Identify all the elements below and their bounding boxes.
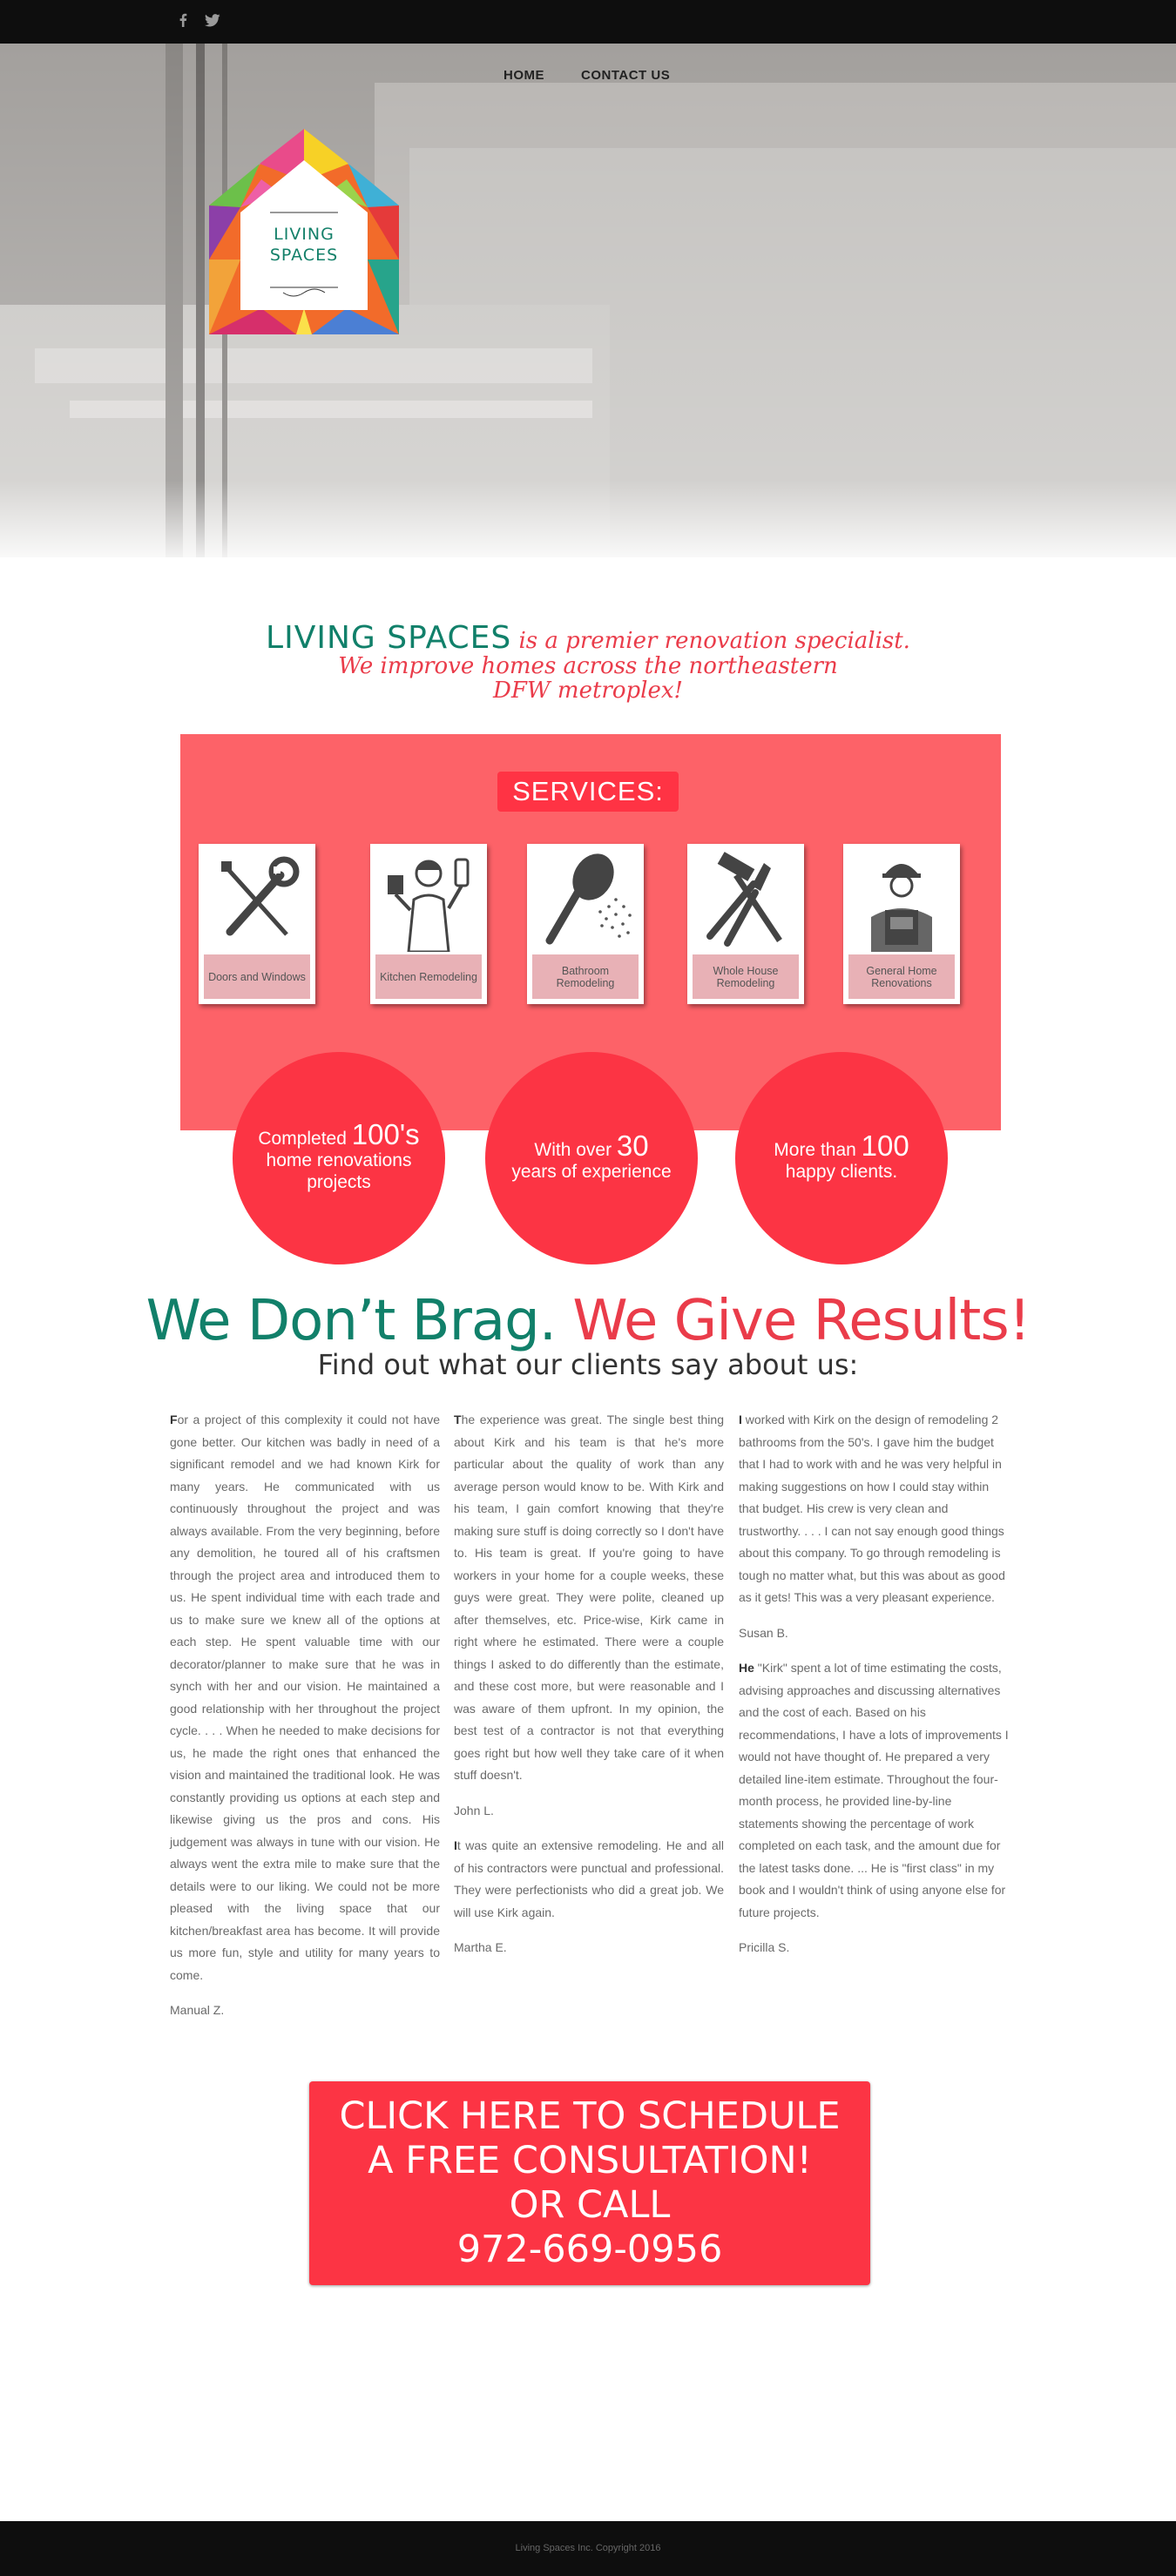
stat-line-1 — [534, 1129, 649, 1162]
twitter-icon[interactable] — [204, 10, 221, 30]
tagline-line-1 — [0, 620, 1176, 656]
schedule-consultation-button[interactable] — [309, 2081, 870, 2285]
nav-home[interactable]: HOME — [504, 68, 544, 83]
results-headline — [0, 1289, 1176, 1353]
facebook-icon[interactable] — [174, 10, 192, 30]
worker-icon — [848, 849, 955, 952]
wrench-screwdriver-icon — [204, 849, 310, 952]
testimonial-author: Susan B. — [739, 1625, 788, 1640]
testimonial-initial: F — [170, 1413, 178, 1426]
services-title: SERVICES: — [497, 772, 679, 812]
testimonials-subhead: Find out what our clients say about us: — [317, 1348, 859, 1381]
testimonial-author: John L. — [454, 1803, 494, 1817]
logo-text-living: LIVING — [274, 225, 335, 244]
stat-line-2: home renovations — [266, 1150, 412, 1170]
stat-post: 's — [399, 1118, 420, 1150]
tagline-line-2: We improve homes across the northeastern — [338, 653, 838, 679]
painter-icon — [375, 849, 482, 952]
footer-copyright: Living Spaces Inc. Copyright 2016 — [515, 2543, 661, 2553]
testimonial-body: worked with Kirk on the design of remodeling 2 bathrooms from the 50's. I gave him the budget that I had to work with and he was very helpful in making suggestions on how I could stay within that budget. His crew is very clean and trustworthy. . . . I can not say enough good things about this company. To go through remodeling is tough no matter what, but this was about as good as it gets! This was a very pleasant experience. — [739, 1413, 1005, 1604]
cta-line-1: CLICK HERE TO SCHEDULE — [339, 2094, 841, 2138]
tagline-brand: LIVING SPACES — [266, 620, 512, 656]
top-bar — [0, 0, 1176, 44]
service-card-bathroom[interactable] — [527, 844, 644, 1004]
service-label: Whole House Remodeling — [693, 954, 799, 999]
stat-line-1 — [774, 1129, 909, 1162]
footer — [0, 2521, 1176, 2576]
testimonial-text — [454, 1835, 724, 1924]
service-label: Doors and Windows — [204, 954, 310, 999]
testimonial-initial: I — [739, 1413, 742, 1426]
testimonial-body: t was quite an extensive remodeling. He and all of his contractors were punctual and professional. They were perfectionists who did a great job. We will use Kirk again. — [454, 1838, 724, 1919]
stat-line-2: years of experience — [511, 1161, 672, 1182]
living-spaces-logo[interactable] — [209, 129, 399, 334]
cta-phone[interactable]: 972-669-0956 — [456, 2228, 723, 2271]
stat-pre: More than — [774, 1139, 862, 1160]
testimonial-body: he experience was great. The single best thing about Kirk and his team is that he's more particular about the quality of work than any average person would know to be. With Kirk and his team, I gain comfort knowing that they're making sure stuff is doing correctly so I don't have to. His team is great. If you're going to have workers in your home for a couple weeks, these guys were great. They were polite, cleaned up after themselves, etc. Price-wise, Kirk came in right where he estimated. There were a couple things I asked to do differently than the estimate, and these cost more, but were reasonable and I was aware of them upfront. In my opinion, the best test of a contractor is not that everything goes right but how well they take care of it when stuff doesn't. — [454, 1413, 724, 1782]
stat-line-2: happy clients. — [785, 1161, 898, 1182]
testimonial-author: Martha E. — [454, 1940, 507, 1954]
service-label: Kitchen Remodeling — [375, 954, 482, 999]
testimonial-author: Manual Z. — [170, 2003, 225, 2017]
cta-line-3: OR CALL — [509, 2183, 671, 2227]
stat-circle-clients — [735, 1052, 948, 1264]
testimonial-body: or a project of this complexity it could not have gone better. Our kitchen was badly in need of a significant remodel and we had known Kirk for many years. He communicated with us continuously throughout the project and was always available. From the very beginning, before any demolition, he toured all of his craftsmen through the project area and introduced them to us. He spent individual time with each trade and us to make sure we knew all of the options at each step. He spent valuable time with our decorator/planner to make sure that he was in synch with her and our vision. He maintained a good relationship with her throughout the project cycle. . . . When he needed to make decisions for us, he made the right ones that enhanced the vision and maintained the traditional look. He was constantly providing us options at each step and likewise giving us the pros and cons. His judgement was always in tune with our vision. He always went the extra mile to make sure that the details were to our liking. We could not be more pleased with the living space that our kitchen/breakfast area has become. It will provide us more fun, style and utility for many years to come. — [170, 1413, 440, 1982]
nav-contact-us[interactable]: CONTACT US — [581, 68, 671, 83]
testimonial-column-1 — [170, 1409, 440, 2035]
headline-part-1: We Don’t Brag. — [145, 1289, 573, 1353]
hero-background-photo — [0, 44, 1176, 557]
testimonial-column-3 — [739, 1409, 1009, 1972]
testimonial-text — [739, 1657, 1009, 1924]
stat-number: 100 — [351, 1118, 400, 1150]
stat-number: 30 — [616, 1129, 649, 1162]
service-label: General Home Renovations — [848, 954, 955, 999]
logo-text-spaces: SPACES — [269, 246, 339, 265]
testimonial-author: Pricilla S. — [739, 1940, 790, 1954]
testimonial-text — [739, 1409, 1009, 1609]
testimonial-text — [454, 1409, 724, 1787]
stat-circle-years — [485, 1052, 698, 1264]
testimonial-initial: T — [454, 1413, 462, 1426]
service-card-whole-house[interactable] — [687, 844, 804, 1004]
service-card-general[interactable] — [843, 844, 960, 1004]
tagline-rest: is a premier renovation specialist. — [511, 628, 910, 654]
testimonial-text — [170, 1409, 440, 1986]
testimonial-initial: I — [454, 1838, 457, 1852]
service-label: Bathroom Remodeling — [532, 954, 639, 999]
service-card-doors-windows[interactable] — [199, 844, 315, 1004]
testimonial-body: "Kirk" spent a lot of time estimating the costs, advising approaches and discussing alternatives and the cost of each. Based on his recommendations, I have a lots of improvements I would not have thought of. He prepared a very detailed line-item estimate. Throughout the four-month process, he provided line-by-line statements showing the percentage of work completed on each task, and the amount due for the latest tasks done. ... He is "first class" in my book and I wouldn't think of using anyone else for future projects. — [739, 1661, 1009, 1919]
tagline-line-3: DFW metroplex! — [493, 678, 683, 704]
hero-banner — [0, 44, 1176, 557]
testimonial-initial: He — [739, 1661, 754, 1675]
stat-number: 100 — [861, 1129, 909, 1162]
headline-part-2: We Give Results! — [572, 1289, 1031, 1353]
shower-head-icon — [532, 849, 639, 952]
testimonial-column-2 — [454, 1409, 724, 1972]
stat-circle-projects — [233, 1052, 445, 1264]
stat-pre: With over — [534, 1139, 617, 1160]
stat-line-3: projects — [307, 1172, 371, 1192]
stat-line-1 — [258, 1118, 420, 1150]
stat-pre: Completed — [258, 1129, 352, 1149]
cta-line-2: A FREE CONSULTATION! — [368, 2139, 812, 2182]
service-card-kitchen[interactable] — [370, 844, 487, 1004]
pliers-hammer-icon — [693, 849, 799, 952]
